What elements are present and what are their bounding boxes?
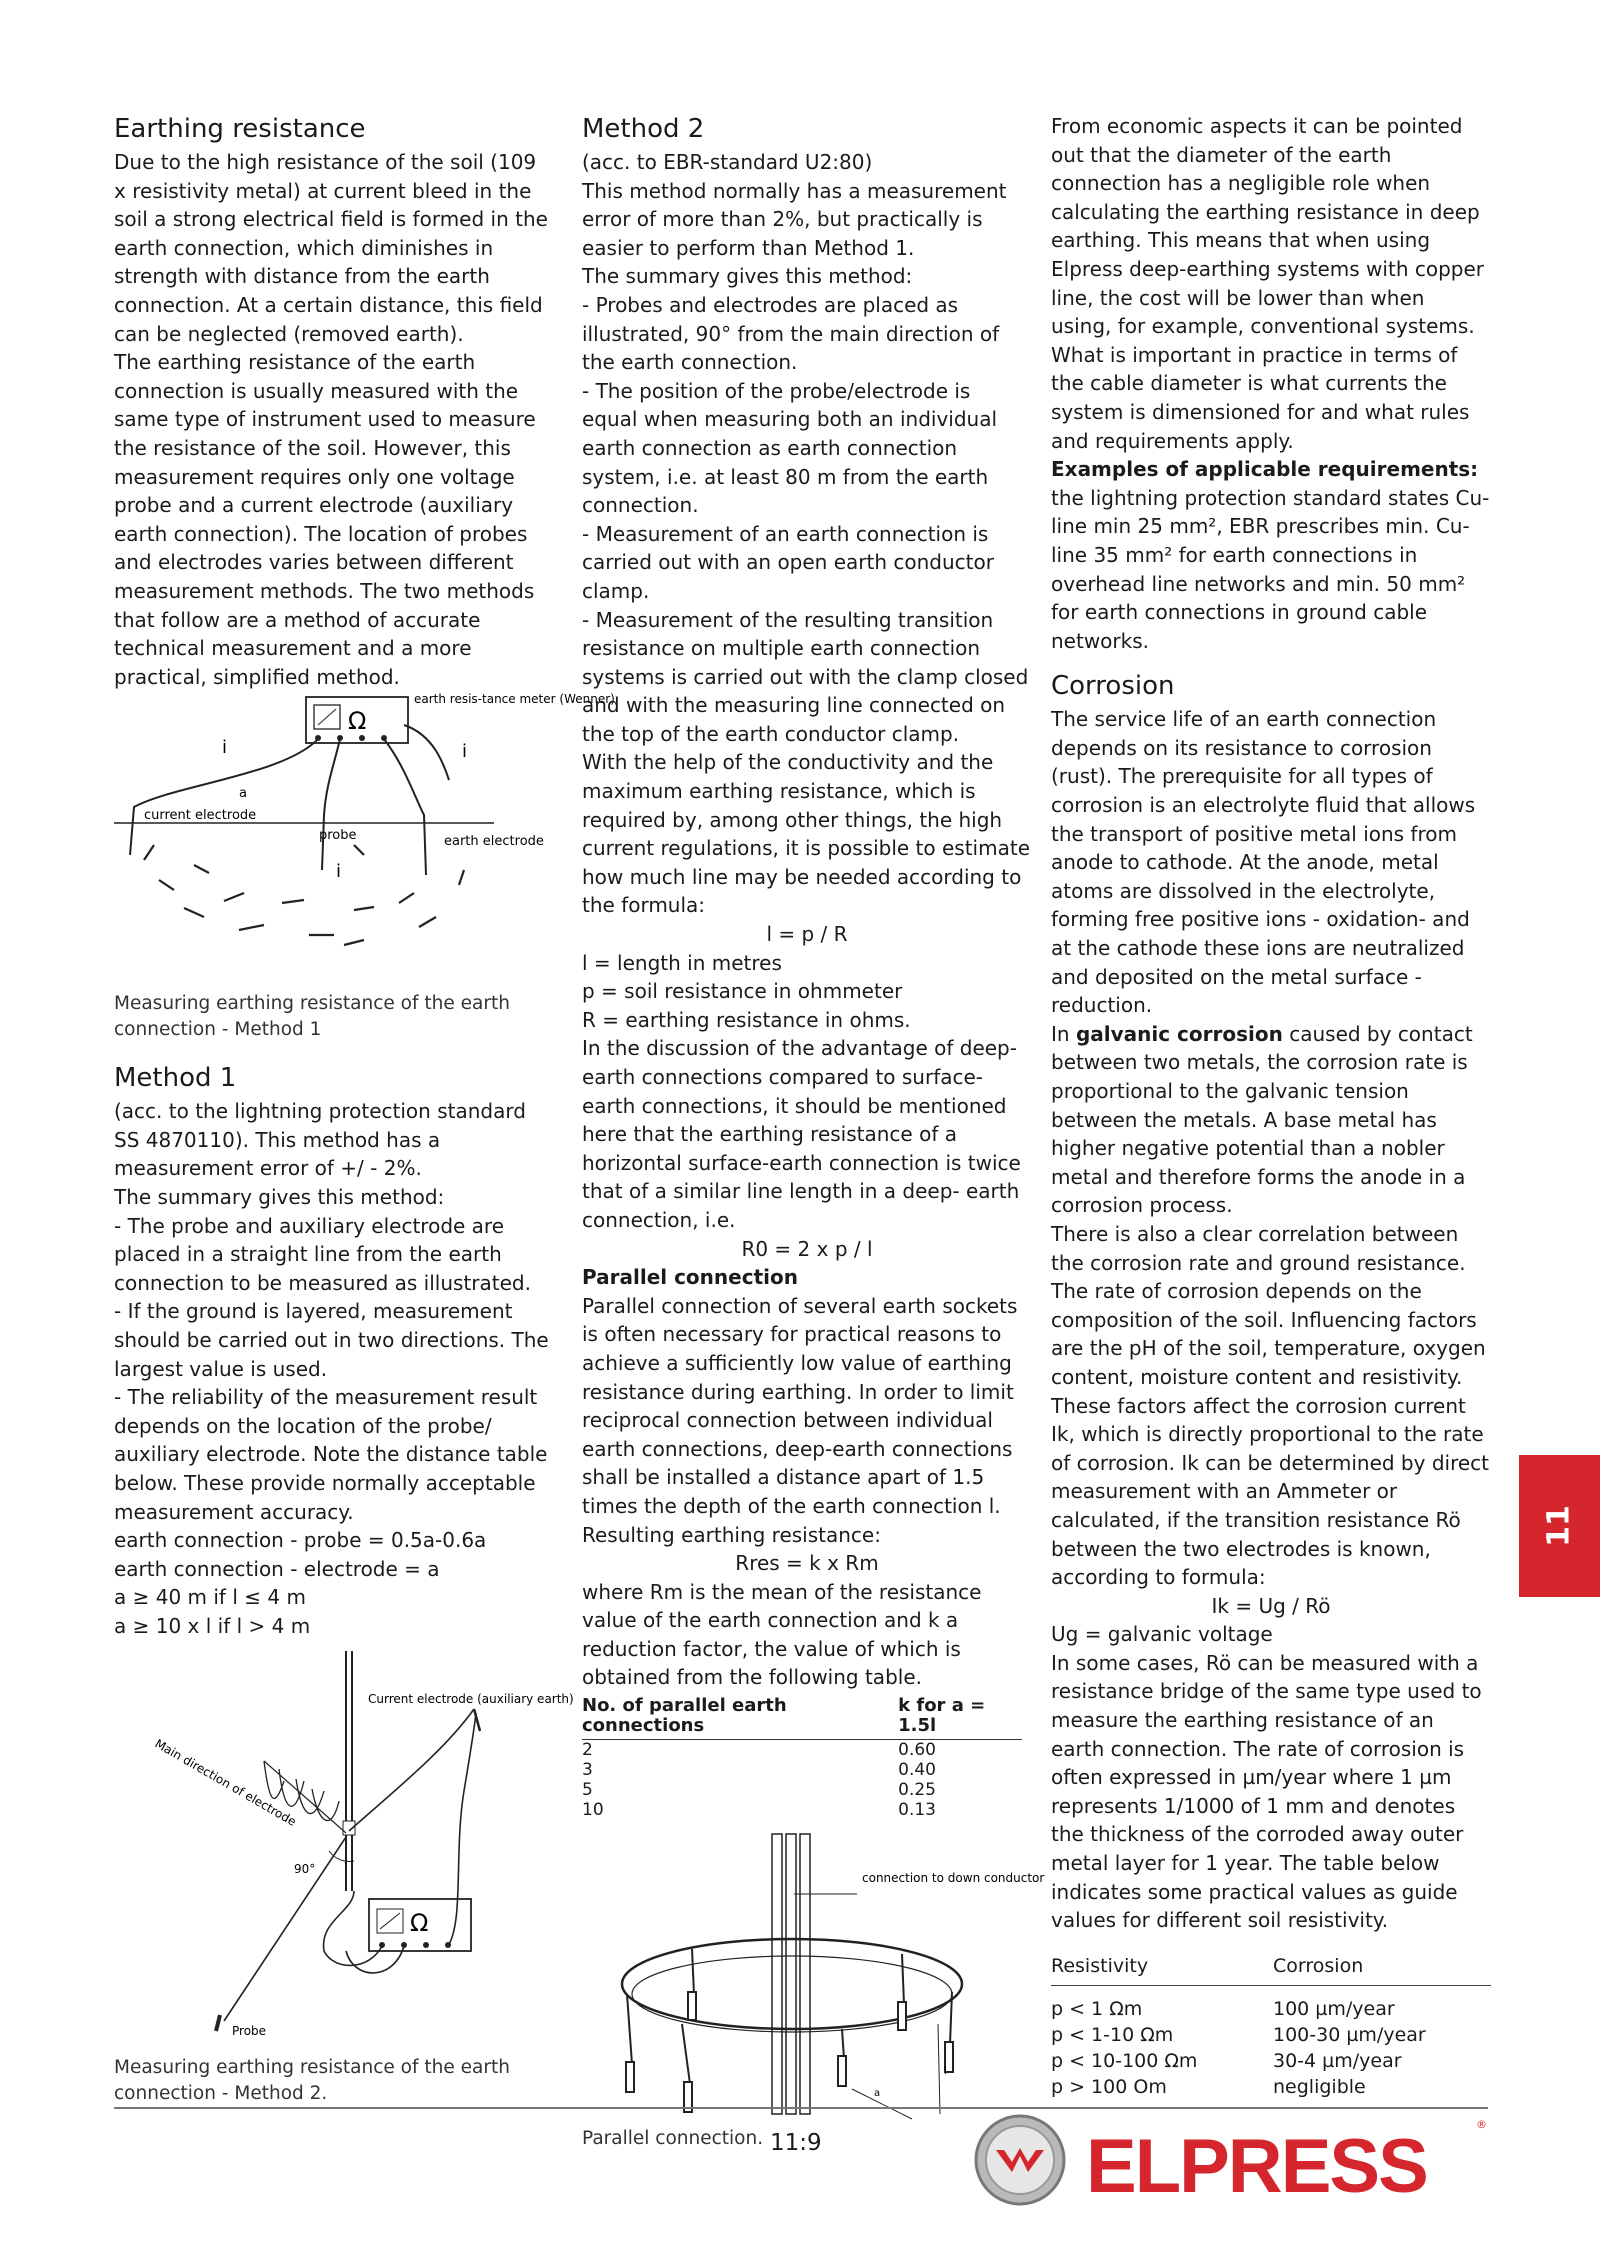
omega-symbol: Ω	[348, 707, 367, 736]
table-row	[582, 1740, 1022, 1761]
table-cell: 5	[582, 1780, 593, 1801]
table-cell: 100 µm/year	[1273, 1997, 1395, 2020]
angle-label: 90°	[294, 1861, 316, 1876]
current-i-label: i	[336, 861, 342, 883]
current-i-label: i	[222, 737, 228, 759]
footer-divider	[114, 2107, 1488, 2109]
formula-line: earth connection - probe = 0.5a-0.6a	[114, 1528, 487, 1553]
section-tab	[1519, 1455, 1600, 1597]
connection-label: connection to down conductor	[862, 1871, 1045, 1886]
table-cell: p > 100 Om	[1051, 2075, 1167, 2098]
formula-line: a ≥ 10 x l if l > 4 m	[114, 1613, 311, 1638]
reduction-factor-table	[582, 1694, 1022, 1820]
page-number: 11:9	[770, 2130, 822, 2156]
paragraph: - The probe and auxiliary electrode are placed in a straight line from the earth connection to be measured as illustrated.	[114, 1213, 531, 1295]
meter-label: earth resis-tance meter (Wenner)	[414, 692, 615, 707]
paragraph: p = soil resistance in ohmmeter	[582, 979, 903, 1004]
paragraph: There is also a clear correlation between the corrosion rate and ground resistance. The rate of corrosion depends on the composition of the soil. Influencing factors are the pH of the soil, temperature, oxygen content, moisture content and resistivity. These factors affect the corrosion current Ik, which is directly proportional to the rate of corrosion. Ik can be determined by direct measurement with an Ammeter or calculated, if the transition resistance Rö between the two electrodes is known, according to formula:	[1051, 1221, 1489, 1590]
paragraph: The service life of an earth connection depends on its resistance to corrosion (rust). The prerequisite for all types of corrosion is an electrolyte fluid that allows the transport of positive metal ions from anode to cathode. At the anode, metal atoms are dissolved in the electrolyte, forming free positive ions - oxidation- and at the cathode these ions are neutralized and deposited on the metal surface - reduction.	[1051, 707, 1476, 1018]
heading-method-2: Method 2	[582, 114, 705, 144]
table-cell: 0.13	[898, 1800, 936, 1821]
table-cell: p < 1 Ωm	[1051, 1997, 1143, 2020]
figure-caption: Parallel connection.	[582, 2128, 764, 2150]
paragraph: With the help of the conductivity and the maximum earthing resistance, which is required by, among other things, the high current regulations, it is possible to estimate how much line may be needed according to the formula:	[582, 750, 1030, 918]
table-row	[1051, 1985, 1491, 2022]
paragraph: - Probes and electrodes are placed as illustrated, 90° from the main direction of the earth connection.	[582, 292, 1000, 375]
heading-earthing-resistance: Earthing resistance	[114, 114, 366, 144]
column-1	[114, 112, 615, 2107]
current-electrode-label: current electrode	[144, 808, 257, 824]
table-cell: 0.40	[898, 1760, 936, 1781]
paragraph: This method normally has a measurement error of more than 2%, but practically is easier to perform than Method 1.	[582, 178, 1007, 260]
table-cell: 30-4 µm/year	[1273, 2049, 1402, 2072]
parallel-connection-diagram	[582, 1834, 1045, 2124]
paragraph: From economic aspects it can be pointed out that the diameter of the earth connection has a negligible role when calculating the earthing resistance in deep earthing. This means that when using Elpress deep-earthing systems with copper line, the cost will be lower than when using, for example, conventional systems. What is important in practice in terms of the cable diameter is what currents the system is dimensioned for and what rules and requirements apply.	[1051, 114, 1484, 453]
table-cell: 100-30 µm/year	[1273, 2023, 1426, 2046]
paragraph: The summary gives this method:	[582, 264, 913, 289]
paragraph: Due to the high resistance of the soil (109 x resistivity metal) at current bleed in the soil a strong electrical field is formed in the earth connection, which diminishes in strength with distance from the earth connection. At a certain distance, this field can be neglected (removed earth).	[114, 150, 548, 346]
table-header: Resistivity	[1051, 1953, 1273, 1986]
formula: Ik = Ug / Rö	[1211, 1593, 1331, 1618]
paragraph: - The reliability of the measurement result depends on the location of the probe/ auxiliary electrode. Note the distance table below. These provide normally acceptable measurement accuracy.	[114, 1385, 548, 1524]
earth-electrode-label: earth electrode	[444, 834, 544, 850]
table-cell: 10	[582, 1800, 604, 1821]
table-cell: 2	[582, 1740, 593, 1761]
table-row	[582, 1760, 1022, 1780]
paragraph: Ug = galvanic voltage	[1051, 1622, 1273, 1647]
paragraph: R = earthing resistance in ohms.	[582, 1007, 911, 1032]
paragraph: In some cases, Rö can be measured with a resistance bridge of the same type used to measure the earthing resistance of an earth connection. The rate of corrosion is often expressed in µm/year where 1 µm represents 1/1000 of 1 mm and denotes the thickness of the corroded away outer metal layer for 1 year. The table below indicates some practical values as guide values for different soil resistivity.	[1051, 1650, 1482, 1933]
corrosion-table	[1051, 1953, 1491, 2100]
table-cell: p < 10-100 Ωm	[1051, 2049, 1198, 2072]
method2-diagram	[114, 1651, 574, 2041]
paragraph: where Rm is the mean of the resistance value of the earth connection and k a reduction factor, the value of which is obtained from the following table.	[582, 1579, 982, 1690]
bold-term: galvanic corrosion	[1075, 1021, 1283, 1046]
formula-line: earth connection - electrode = a	[114, 1556, 440, 1581]
main-direction-label: Main direction of electrode	[152, 1736, 299, 1829]
table-cell: 3	[582, 1760, 593, 1781]
table-row	[1051, 2022, 1491, 2048]
subheading-parallel-connection: Parallel connection	[582, 1265, 798, 1290]
table-header: Corrosion	[1273, 1953, 1491, 1986]
table-cell: 0.25	[898, 1780, 936, 1801]
paragraph: - The position of the probe/electrode is equal when measuring both an individual earth connection as earth connection system, i.e. at least 80 m from the earth connection.	[582, 378, 998, 518]
heading-method-1: Method 1	[114, 1063, 237, 1094]
logo-text: ELPRESS	[1086, 2124, 1427, 2209]
formula: Rres = k x Rm	[735, 1551, 879, 1576]
paragraph: The earthing resistance of the earth connection is usually measured with the same type of instrument used to measure the resistance of the soil. However, this measurement requires only one voltage probe and a current electrode (auxiliary earth connection). The location of probes and electrodes varies between different measurement methods. The two methods that follow are a method of accurate technical measurement and a more practical, simplified method.	[114, 350, 536, 689]
section-number: 11	[1541, 1505, 1577, 1547]
paragraph: Parallel connection of several earth sockets is often necessary for practical reasons to achieve a sufficiently low value of earthing resistance during earthing. In order to limit reciprocal connection between individual earth connections, deep-earth connections shall be installed a distance apart of 1.5 times the depth of the earth connection l. Resulting earthing resistance:	[582, 1293, 1018, 1547]
current-i-label: i	[462, 741, 468, 763]
paragraph: The summary gives this method:	[114, 1185, 445, 1210]
paragraph: the lightning protection standard states Cu-line min 25 mm², EBR prescribes min. Cu-line 35 mm² for earth connections in overhead line networks and min. 50 mm² for earth connections in ground cable networks.	[1051, 485, 1490, 653]
text: In	[1051, 1021, 1070, 1046]
formula-line: a ≥ 40 m if l ≤ 4 m	[114, 1585, 306, 1610]
column-3	[1051, 112, 1491, 2100]
probe-label: probe	[319, 828, 357, 844]
table-row	[1051, 2074, 1491, 2100]
formula: l = p / R	[766, 922, 848, 947]
current-electrode-label: Current electrode (auxiliary earth)	[368, 1691, 574, 1706]
table-header: k for a = 1.5l	[898, 1694, 1022, 1740]
length-l-label: l	[944, 2064, 948, 2078]
paragraph	[1051, 1020, 1491, 1220]
subheading-examples: Examples of applicable requirements:	[1051, 457, 1479, 482]
table-header: No. of parallel earth connections	[582, 1694, 898, 1740]
paragraph: - Measurement of an earth connection is carried out with an open earth conductor clamp.	[582, 521, 994, 603]
paragraph: (acc. to EBR-standard U2:80)	[582, 150, 873, 174]
paragraph: In the discussion of the advantage of deep-earth connections compared to surface-earth connections, it should be mentioned here that the earthing resistance of a horizontal surface-earth connection is twice that of a similar line length in a deep- earth connection, i.e.	[582, 1036, 1021, 1232]
omega-symbol: Ω	[410, 1908, 429, 1937]
table-row	[1051, 2048, 1491, 2074]
table-row	[582, 1800, 1022, 1820]
table-row	[582, 1780, 1022, 1800]
column-2	[582, 112, 1045, 2152]
probe-label: Probe	[232, 2023, 267, 2038]
figure-caption: Measuring earthing resistance of the earth connection - Method 1	[114, 993, 510, 1041]
formula: R0 = 2 x p / l	[741, 1236, 873, 1261]
distance-a-label: a	[239, 786, 247, 802]
elpress-logo	[968, 2110, 1488, 2210]
registered-mark: ®	[1476, 2118, 1487, 2131]
paragraph: l = length in metres	[582, 950, 782, 975]
paragraph: - Measurement of the resulting transition resistance on multiple earth connection systems is carried out with the clamp closed and with the measuring line connected on the top of the earth conductor clamp.	[582, 607, 1029, 746]
method1-diagram	[114, 692, 615, 985]
distance-a-label: a	[874, 2088, 881, 2100]
paragraph: (acc. to the lightning protection standard SS 4870110). This method has a measurement error of +/ - 2%.	[114, 1099, 526, 1181]
table-cell: negligible	[1273, 2075, 1366, 2098]
figure-caption: Measuring earthing resistance of the earth connection - Method 2.	[114, 2056, 510, 2104]
table-cell: p < 1-10 Ωm	[1051, 2023, 1174, 2046]
text: caused by contact between two metals, the corrosion rate is proportional to the galvanic tension between the metals. A base metal has higher negative potential than a nobler metal and therefore forms the anode in a corrosion process.	[1051, 1021, 1473, 1218]
paragraph: - If the ground is layered, measurement should be carried out in two directions. The largest value is used.	[114, 1299, 549, 1381]
heading-corrosion: Corrosion	[1051, 671, 1175, 702]
table-cell: 0.60	[898, 1740, 936, 1761]
